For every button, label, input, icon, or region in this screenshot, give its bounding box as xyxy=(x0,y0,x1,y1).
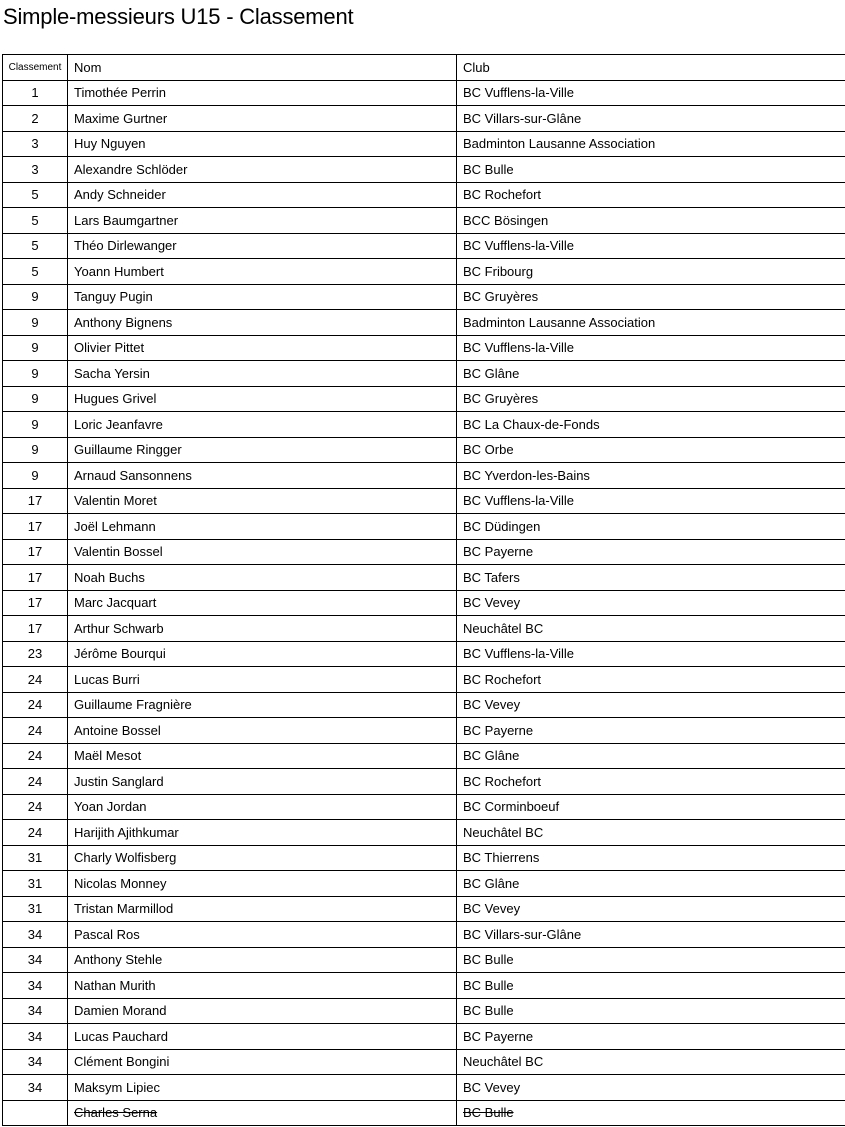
table-row xyxy=(3,794,845,820)
club-cell: BC Rochefort xyxy=(457,769,845,795)
player-name-cell: Tristan Marmillod xyxy=(68,896,457,922)
player-name-cell: Timothée Perrin xyxy=(68,80,457,106)
table-row xyxy=(3,718,845,744)
player-name-cell: Loric Jeanfavre xyxy=(68,412,457,438)
table-row xyxy=(3,488,845,514)
table-row xyxy=(3,233,845,259)
club-cell: BC Payerne xyxy=(457,539,845,565)
table-row xyxy=(3,871,845,897)
club-cell: BC La Chaux-de-Fonds xyxy=(457,412,845,438)
table-row xyxy=(3,80,845,106)
column-header-rank: Classement xyxy=(3,55,68,81)
club-cell: BC Glâne xyxy=(457,361,845,387)
player-name-cell: Yoann Humbert xyxy=(68,259,457,285)
player-name-cell: Maksym Lipiec xyxy=(68,1075,457,1101)
rank-cell: 17 xyxy=(3,514,68,540)
table-row xyxy=(3,437,845,463)
player-name-cell: Jérôme Bourqui xyxy=(68,641,457,667)
table-row xyxy=(3,1049,845,1075)
club-cell: BC Glâne xyxy=(457,871,845,897)
club-cell: BCC Bösingen xyxy=(457,208,845,234)
club-cell: BC Villars-sur-Glâne xyxy=(457,106,845,132)
rank-cell: 3 xyxy=(3,131,68,157)
club-cell: Badminton Lausanne Association xyxy=(457,310,845,336)
player-name-cell: Marc Jacquart xyxy=(68,590,457,616)
player-name-cell: Maxime Gurtner xyxy=(68,106,457,132)
player-name-cell: Huy Nguyen xyxy=(68,131,457,157)
rank-cell: 3 xyxy=(3,157,68,183)
table-header-row xyxy=(3,55,845,81)
rank-cell: 34 xyxy=(3,947,68,973)
player-name-cell: Anthony Bignens xyxy=(68,310,457,336)
table-row xyxy=(3,769,845,795)
player-name-cell: Antoine Bossel xyxy=(68,718,457,744)
club-cell: BC Yverdon-les-Bains xyxy=(457,463,845,489)
table-row xyxy=(3,361,845,387)
rank-cell: 24 xyxy=(3,794,68,820)
player-name-cell: Valentin Moret xyxy=(68,488,457,514)
table-row xyxy=(3,998,845,1024)
player-name-cell: Justin Sanglard xyxy=(68,769,457,795)
rank-cell: 9 xyxy=(3,437,68,463)
player-name-cell: Joël Lehmann xyxy=(68,514,457,540)
ranking-table-body xyxy=(3,80,845,1126)
player-name-cell: Charles Serna xyxy=(68,1100,457,1126)
player-name-cell: Noah Buchs xyxy=(68,565,457,591)
club-cell: BC Corminboeuf xyxy=(457,794,845,820)
table-row xyxy=(3,641,845,667)
club-cell: BC Payerne xyxy=(457,1024,845,1050)
player-name-cell: Lucas Pauchard xyxy=(68,1024,457,1050)
rank-cell: 9 xyxy=(3,361,68,387)
player-name-cell: Harijith Ajithkumar xyxy=(68,820,457,846)
table-row xyxy=(3,896,845,922)
table-row xyxy=(3,131,845,157)
table-row xyxy=(3,616,845,642)
table-row xyxy=(3,514,845,540)
club-cell: BC Thierrens xyxy=(457,845,845,871)
club-cell: BC Rochefort xyxy=(457,667,845,693)
table-row xyxy=(3,692,845,718)
player-name-cell: Anthony Stehle xyxy=(68,947,457,973)
club-cell: BC Bulle xyxy=(457,998,845,1024)
table-row xyxy=(3,1075,845,1101)
rank-cell: 34 xyxy=(3,1075,68,1101)
club-cell: Neuchâtel BC xyxy=(457,820,845,846)
player-name-cell: Arthur Schwarb xyxy=(68,616,457,642)
player-name-cell: Andy Schneider xyxy=(68,182,457,208)
club-cell: BC Bulle xyxy=(457,947,845,973)
rank-cell: 24 xyxy=(3,667,68,693)
rank-cell: 5 xyxy=(3,208,68,234)
table-row xyxy=(3,667,845,693)
rank-cell: 24 xyxy=(3,692,68,718)
club-cell: BC Vufflens-la-Ville xyxy=(457,641,845,667)
club-cell: BC Gruyères xyxy=(457,386,845,412)
club-cell: Badminton Lausanne Association xyxy=(457,131,845,157)
rank-cell: 31 xyxy=(3,871,68,897)
rank-cell: 31 xyxy=(3,896,68,922)
rank-cell: 24 xyxy=(3,769,68,795)
club-cell: BC Rochefort xyxy=(457,182,845,208)
rank-cell: 17 xyxy=(3,488,68,514)
rank-cell: 5 xyxy=(3,259,68,285)
rank-cell: 9 xyxy=(3,463,68,489)
club-cell: BC Tafers xyxy=(457,565,845,591)
table-row xyxy=(3,335,845,361)
player-name-cell: Hugues Grivel xyxy=(68,386,457,412)
player-name-cell: Damien Morand xyxy=(68,998,457,1024)
table-row xyxy=(3,1024,845,1050)
column-header-name: Nom xyxy=(68,55,457,81)
table-row xyxy=(3,284,845,310)
table-row xyxy=(3,412,845,438)
club-cell: BC Vevey xyxy=(457,692,845,718)
rank-cell: 34 xyxy=(3,973,68,999)
rank-cell: 34 xyxy=(3,1024,68,1050)
rank-cell: 23 xyxy=(3,641,68,667)
column-header-club: Club xyxy=(457,55,845,81)
table-row xyxy=(3,182,845,208)
rank-cell: 31 xyxy=(3,845,68,871)
rank-cell: 34 xyxy=(3,922,68,948)
player-name-cell: Guillaume Fragnière xyxy=(68,692,457,718)
club-cell: Neuchâtel BC xyxy=(457,1049,845,1075)
rank-cell: 17 xyxy=(3,616,68,642)
club-cell: BC Vevey xyxy=(457,1075,845,1101)
table-row xyxy=(3,922,845,948)
rank-cell: 5 xyxy=(3,182,68,208)
player-name-cell: Théo Dirlewanger xyxy=(68,233,457,259)
table-row xyxy=(3,386,845,412)
club-cell: BC Vufflens-la-Ville xyxy=(457,80,845,106)
player-name-cell: Charly Wolfisberg xyxy=(68,845,457,871)
rank-cell: 17 xyxy=(3,565,68,591)
rank-cell: 9 xyxy=(3,386,68,412)
club-cell: BC Vufflens-la-Ville xyxy=(457,488,845,514)
table-row xyxy=(3,743,845,769)
player-name-cell: Maël Mesot xyxy=(68,743,457,769)
table-row xyxy=(3,565,845,591)
player-name-cell: Valentin Bossel xyxy=(68,539,457,565)
table-row xyxy=(3,820,845,846)
table-row xyxy=(3,106,845,132)
player-name-cell: Lars Baumgartner xyxy=(68,208,457,234)
club-cell: BC Orbe xyxy=(457,437,845,463)
club-cell: BC Payerne xyxy=(457,718,845,744)
rank-cell: 9 xyxy=(3,284,68,310)
rank-cell: 9 xyxy=(3,412,68,438)
club-cell: BC Vevey xyxy=(457,590,845,616)
club-cell: Neuchâtel BC xyxy=(457,616,845,642)
player-name-cell: Sacha Yersin xyxy=(68,361,457,387)
table-row xyxy=(3,310,845,336)
player-name-cell: Nathan Murith xyxy=(68,973,457,999)
table-row xyxy=(3,973,845,999)
player-name-cell: Nicolas Monney xyxy=(68,871,457,897)
table-row xyxy=(3,845,845,871)
club-cell: BC Bulle xyxy=(457,157,845,183)
player-name-cell: Alexandre Schlöder xyxy=(68,157,457,183)
rank-cell: 5 xyxy=(3,233,68,259)
club-cell: BC Fribourg xyxy=(457,259,845,285)
table-row xyxy=(3,539,845,565)
rank-cell: 1 xyxy=(3,80,68,106)
player-name-cell: Arnaud Sansonnens xyxy=(68,463,457,489)
table-row xyxy=(3,157,845,183)
club-cell: BC Vufflens-la-Ville xyxy=(457,335,845,361)
rank-cell: 2 xyxy=(3,106,68,132)
rank-cell: 34 xyxy=(3,998,68,1024)
player-name-cell: Yoan Jordan xyxy=(68,794,457,820)
club-cell: BC Gruyères xyxy=(457,284,845,310)
ranking-table xyxy=(2,54,845,1126)
player-name-cell: Lucas Burri xyxy=(68,667,457,693)
table-row xyxy=(3,463,845,489)
club-cell: BC Glâne xyxy=(457,743,845,769)
club-cell: BC Vevey xyxy=(457,896,845,922)
rank-cell: 24 xyxy=(3,718,68,744)
table-row xyxy=(3,259,845,285)
rank-cell: 17 xyxy=(3,539,68,565)
club-cell: BC Bulle xyxy=(457,973,845,999)
player-name-cell: Tanguy Pugin xyxy=(68,284,457,310)
table-row xyxy=(3,208,845,234)
rank-cell: 24 xyxy=(3,820,68,846)
rank-cell: 9 xyxy=(3,335,68,361)
rank-cell: 9 xyxy=(3,310,68,336)
rank-cell xyxy=(3,1100,68,1126)
table-row xyxy=(3,1100,845,1126)
club-cell: BC Bulle xyxy=(457,1100,845,1126)
club-cell: BC Villars-sur-Glâne xyxy=(457,922,845,948)
player-name-cell: Pascal Ros xyxy=(68,922,457,948)
table-row xyxy=(3,947,845,973)
club-cell: BC Düdingen xyxy=(457,514,845,540)
rank-cell: 34 xyxy=(3,1049,68,1075)
player-name-cell: Guillaume Ringger xyxy=(68,437,457,463)
page-title: Simple-messieurs U15 - Classement xyxy=(3,4,354,29)
table-row xyxy=(3,590,845,616)
player-name-cell: Olivier Pittet xyxy=(68,335,457,361)
rank-cell: 17 xyxy=(3,590,68,616)
club-cell: BC Vufflens-la-Ville xyxy=(457,233,845,259)
rank-cell: 24 xyxy=(3,743,68,769)
player-name-cell: Clément Bongini xyxy=(68,1049,457,1075)
